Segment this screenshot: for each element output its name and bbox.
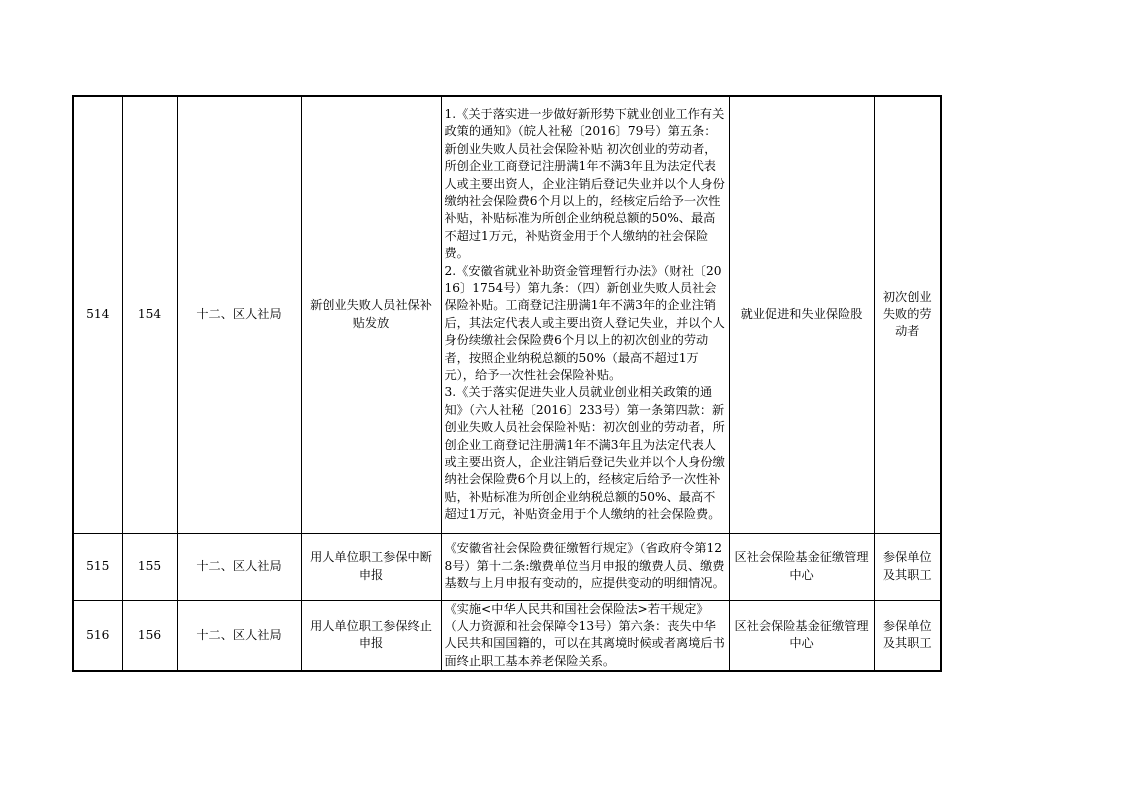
- target-cell: 参保单位及其职工: [874, 533, 941, 600]
- target-cell: 初次创业失败的劳动者: [874, 96, 941, 533]
- item-no-cell: 154: [122, 96, 177, 533]
- legal-basis-cell: [441, 533, 729, 600]
- table-row: [73, 533, 941, 600]
- item-name-cell: 用人单位职工参保中断申报: [301, 533, 441, 600]
- item-no-cell: 156: [122, 600, 177, 671]
- department-cell: 十二、区人社局: [177, 600, 301, 671]
- responsible-unit-cell: 区社会保险基金征缴管理中心: [729, 533, 874, 600]
- legal-basis-cell: [441, 96, 729, 533]
- legal-basis-paragraph: 《安徽省社会保险费征缴暂行规定》（省政府令第128号）第十二条:缴费单位当月申报的缴费人员、缴费基数与上月申报有变动的，应提供变动的明细情况。: [444, 541, 725, 591]
- department-cell: 十二、区人社局: [177, 533, 301, 600]
- responsible-unit-cell: 就业促进和失业保险股: [729, 96, 874, 533]
- table-row: [73, 96, 941, 533]
- catalog-table: [72, 95, 942, 672]
- legal-basis-paragraph: 3.《关于落实促进失业人员就业创业相关政策的通知》（六人社秘〔2016〕233号）第一条第四款：新创业失败人员社会保险补贴：初次创业的劳动者，所创企业工商登记注册满1年不满3年且为法定代表人或主要出资人，企业注销后登记失业并以个人身份缴纳社会保险费6个月以上的，经核定后给予一次性补贴，补贴标准为所创企业纳税总额的50%、最高不超过1万元，补贴资金用于个人缴纳的社会保险费。: [444, 385, 725, 522]
- item-name-cell: 新创业失败人员社保补贴发放: [301, 96, 441, 533]
- legal-basis-paragraph: 1.《关于落实进一步做好新形势下就业创业工作有关政策的通知》（皖人社秘〔2016〕79号）第五条：新创业失败人员社会保险补贴 初次创业的劳动者，所创企业工商登记注册满1年不满3年且为法定代表人或主要出资人，企业注销后登记失业并以个人身份缴纳社会保险费6个月以上的，经核定后给予一次性补贴，补贴标准为所创企业纳税总额的50%、最高不超过1万元，补贴资金用于个人缴纳的社会保险费。: [444, 106, 725, 261]
- item-name-cell: 用人单位职工参保终止申报: [301, 600, 441, 671]
- legal-basis-cell: [441, 600, 729, 671]
- seq-cell: 514: [73, 96, 122, 533]
- department-cell: 十二、区人社局: [177, 96, 301, 533]
- item-no-cell: 155: [122, 533, 177, 600]
- table-row: [73, 600, 941, 671]
- seq-cell: 515: [73, 533, 122, 600]
- legal-basis-paragraph: 2.《安徽省就业补助资金管理暂行办法》（财社〔2016〕1754号）第九条：（四）新创业失败人员社会保险补贴。工商登记注册满1年不满3年的企业注销后，其法定代表人或主要出资人登记失业，并以个人身份续缴社会保险费6个月以上的初次创业的劳动者，按照企业纳税总额的50%（最高不超过1万元），给予一次性社会保险补贴。: [444, 263, 725, 382]
- responsible-unit-cell: 区社会保险基金征缴管理中心: [729, 600, 874, 671]
- legal-basis-paragraph: 《实施<中华人民共和国社会保险法>若干规定》（人力资源和社会保障令13号）第六条：丧失中华人民共和国国籍的，可以在其离境时候或者离境后书面终止职工基本养老保险关系。: [444, 601, 725, 668]
- target-cell: 参保单位及其职工: [874, 600, 941, 671]
- seq-cell: 516: [73, 600, 122, 671]
